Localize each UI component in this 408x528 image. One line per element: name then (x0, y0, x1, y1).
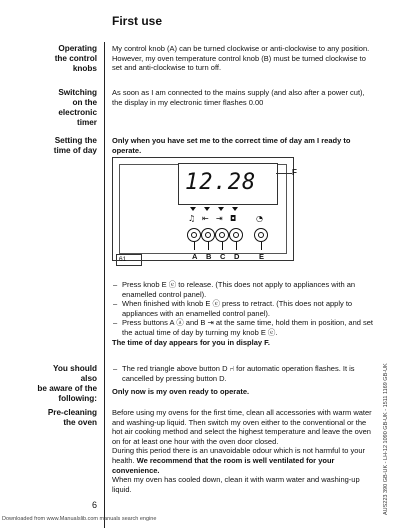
triangle-indicator (218, 207, 224, 211)
knob-e[interactable] (254, 228, 268, 242)
heading-line: the oven (63, 418, 97, 427)
leader-line (236, 242, 237, 250)
page-number: 6 (92, 500, 98, 510)
clock-icon: ◔ (256, 214, 263, 223)
heading-line: Setting the (54, 136, 97, 145)
label-e: E (259, 252, 265, 261)
heading-line: electronic (58, 108, 97, 117)
precleaning-text (112, 408, 374, 494)
heading-line: time of day (53, 146, 97, 155)
step-item: – When finished with knob E ⓔ press to retract. (This does not apply to appliances with an enamelled control panel). (122, 299, 374, 318)
column-divider (104, 42, 105, 528)
auto-icon: ◘ (230, 214, 237, 223)
page-title: First use (112, 14, 163, 28)
label-b: B (206, 252, 212, 261)
precleaning-bold: We recommend that the room is well ventilated for your convenience. (112, 455, 335, 475)
heading-precleaning (48, 408, 97, 428)
heading-operating (55, 44, 97, 74)
heading-line: Switching (58, 88, 97, 97)
aware-list (112, 364, 374, 383)
label-a: A (192, 252, 198, 261)
step-item: – Press buttons A ⓐ and B ⇥ at the same time, hold them in position, and set the actual time of day by turning my knob E ⓔ. (122, 318, 374, 337)
switching-text (112, 88, 374, 107)
duration-icon: ⇤ (202, 214, 209, 223)
heading-aware (37, 364, 97, 404)
heading-setting (54, 136, 97, 156)
aware-text (112, 364, 374, 397)
steps-block (112, 280, 374, 347)
heading-line: also (80, 374, 97, 383)
vertical-code: AUS223 390 GB-UK - LH-12 1090 GB-UK - 1511 1169 GB-UK (383, 363, 389, 515)
step-item: – Press knob E ⓔ to release. (This does not apply to appliances with an enamelled control panel). (122, 280, 374, 299)
timer-display (178, 163, 278, 205)
aware-item: – The red triangle above button D ⑁ for automatic operation flashes. It is cancelled by pressing button D. (122, 364, 374, 383)
setting-paragraph: Only when you have set me to the correct time of day am I ready to operate. (112, 136, 351, 155)
heading-line: Operating (58, 44, 97, 53)
heading-line: Pre-cleaning (47, 408, 97, 417)
steps-list (112, 280, 374, 338)
f-label: F (292, 168, 297, 177)
aware-bold: Only now is my oven ready to operate. (112, 387, 250, 397)
switching-paragraph: As soon as I am connected to the mains supply (and also after a power cut), the display in my electronic timer flashes 0.00 (112, 88, 365, 107)
triangle-indicator (232, 207, 238, 211)
heading-line: knobs (72, 64, 97, 73)
triangle-indicator (190, 207, 196, 211)
heading-line: You should (53, 364, 97, 373)
label-d: D (234, 252, 240, 261)
knob-d[interactable] (229, 228, 243, 242)
leader-line (222, 242, 223, 250)
precleaning-paragraph-1: Before using my ovens for the first time, clean all accessories with warm water and washing-up liquid. Then switch my oven either to the conventional or the hot air cooking method and select the highest temperature and leave the oven on for at least one hour with the oven door closed. (112, 408, 372, 446)
triangle-indicator (204, 207, 210, 211)
display-digits: 12.28 (185, 170, 257, 195)
steps-result: The time of day appears for you in display F. (112, 337, 270, 347)
setting-text (112, 136, 374, 155)
heading-switching (58, 88, 97, 128)
end-time-icon: ⇥ (216, 214, 223, 223)
knob-c[interactable] (215, 228, 229, 242)
figure-tag: 61 (116, 254, 142, 266)
label-c: C (220, 252, 226, 261)
heading-line: following: (58, 394, 97, 403)
knob-b[interactable] (201, 228, 215, 242)
leader-line (194, 242, 195, 250)
knob-a[interactable] (187, 228, 201, 242)
footer-link[interactable]: Downloaded from www.Manualslib.com manuals search engine (2, 516, 157, 522)
bell-icon: ♫ (188, 214, 196, 223)
leader-line (208, 242, 209, 250)
operating-text (112, 44, 374, 73)
heading-line: timer (76, 118, 97, 127)
precleaning-paragraph-3: When my oven has cooled down, clean it with warm water and washing-up liquid. (112, 475, 360, 494)
leader-line (261, 242, 262, 250)
precleaning-paragraph-2: During this period there is an unavoidable odour which is not harmful to your health. (112, 446, 366, 465)
f-leader-line (276, 173, 292, 174)
heading-line: the control (54, 54, 97, 63)
heading-line: be aware of the (37, 384, 97, 393)
operating-paragraph: My control knob (A) can be turned clockwise or anti-clockwise to any position. However, my oven temperature control knob (B) must be turned clockwise to set and anti-clockwise to turn off. (112, 44, 370, 73)
heading-line: on the (72, 98, 97, 107)
